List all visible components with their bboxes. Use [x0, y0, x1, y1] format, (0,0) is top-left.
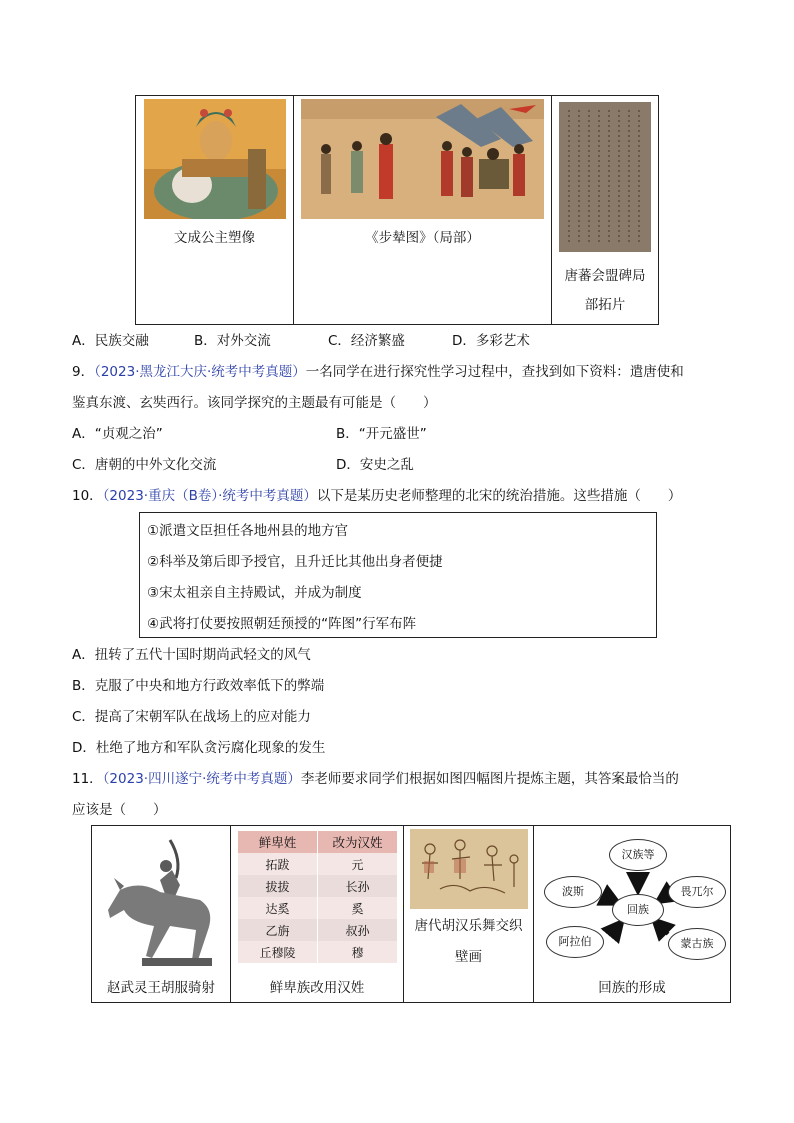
q11-caption-mural-2: 壁画	[455, 949, 482, 965]
q10-number: 10．	[72, 488, 103, 504]
bunian-painting-image	[301, 99, 544, 219]
surname-cell: 乙旃	[238, 919, 318, 941]
q11-cell-rider	[92, 826, 231, 1002]
table-row	[238, 853, 397, 875]
princess-statue-image	[144, 99, 286, 219]
hui-node-hanzu: 汉族等	[609, 839, 667, 871]
surname-cell: 拓跋	[238, 853, 318, 875]
q8-caption-bunian: 《步辇图》（局部）	[365, 230, 480, 246]
q11-image-table	[91, 825, 731, 1003]
q10-measures-box	[139, 512, 657, 638]
q9-stem-line-2: 鉴真东渡、玄奘西行。该同学探究的主题最有可能是（ ）	[72, 395, 437, 411]
surname-cell: 奚	[318, 897, 398, 919]
q11-number: 11．	[72, 771, 103, 787]
q9-option-d[interactable]: D．安史之乱	[336, 457, 414, 473]
table-row	[238, 875, 397, 897]
q8-option-d[interactable]: D．多彩艺术	[452, 333, 530, 349]
surname-table-header	[238, 831, 397, 853]
q11-caption-rider: 赵武灵王胡服骑射	[107, 980, 215, 996]
q11-stem-line-1	[72, 769, 679, 789]
surname-cell: 长孙	[318, 875, 398, 897]
q11-caption-hui: 回族的形成	[598, 980, 666, 996]
q11-source: （2023·四川遂宁·统考中考真题）	[102, 771, 301, 787]
q10-option-c[interactable]: C．提高了宋朝军队在战场上的应对能力	[72, 709, 311, 725]
q8-option-a[interactable]: A．民族交融	[72, 333, 149, 349]
hui-node-menggu: 蒙古族	[668, 928, 726, 960]
surname-table	[238, 831, 397, 963]
hui-node-alabo: 阿拉伯	[546, 926, 604, 958]
q8-cell-stele	[552, 96, 658, 324]
q10-measure-2: ②科举及第后即予授官，且升迁比其他出身者便捷	[147, 554, 443, 570]
surname-cell: 达奚	[238, 897, 318, 919]
q10-source: （2023·重庆（B卷）·统考中考真题）	[102, 488, 317, 504]
q11-caption-mural-1: 唐代胡汉乐舞交织	[414, 918, 523, 934]
rider-statue-image	[100, 830, 224, 970]
q10-option-b[interactable]: B．克服了中央和地方行政效率低下的弊端	[72, 678, 325, 694]
mural-image	[410, 829, 528, 909]
surname-cell: 丘穆陵	[238, 941, 318, 963]
table-row	[238, 941, 397, 963]
q9-number: 9．	[72, 364, 95, 380]
q11-cell-hui	[534, 826, 730, 1002]
q9-stem-line-1	[72, 362, 684, 382]
hui-node-weiwuer: 畏兀尔	[668, 876, 726, 908]
q11-stem-line-2: 应该是（ ）	[72, 802, 167, 818]
q11-stem-1: 李老师要求同学们根据如图四幅图片提炼主题，其答案最恰当的	[300, 771, 679, 787]
q9-option-c[interactable]: C．唐朝的中外文化交流	[72, 457, 217, 473]
q11-caption-surname: 鲜卑族改用汉姓	[269, 980, 365, 996]
surname-header-han: 改为汉姓	[318, 831, 398, 853]
hui-node-center: 回族	[612, 894, 664, 926]
q11-cell-surname	[231, 826, 404, 1002]
surname-cell: 拔拔	[238, 875, 318, 897]
surname-header-xianbei: 鲜卑姓	[238, 831, 318, 853]
q8-cell-princess	[136, 96, 294, 324]
stele-rubbing-image	[559, 102, 651, 252]
q9-stem-1: 一名同学在进行探究性学习过程中，查找到如下资料：遣唐使和	[305, 364, 684, 380]
surname-cell: 元	[318, 853, 398, 875]
q8-cell-bunian	[294, 96, 552, 324]
q8-option-c[interactable]: C．经济繁盛	[328, 333, 405, 349]
table-row	[238, 919, 397, 941]
q11-cell-mural	[404, 826, 534, 1002]
q10-option-d[interactable]: D．杜绝了地方和军队贪污腐化现象的发生	[72, 740, 326, 756]
q9-source: （2023·黑龙江大庆·统考中考真题）	[94, 364, 306, 380]
q10-option-a[interactable]: A．扭转了五代十国时期尚武轻文的风气	[72, 647, 311, 663]
q10-stem: 以下是某历史老师整理的北宋的统治措施。这些措施（ ）	[316, 488, 682, 504]
surname-cell: 叔孙	[318, 919, 398, 941]
q10-measure-3: ③宋太祖亲自主持殿试，并成为制度	[147, 585, 362, 601]
hui-node-bosi: 波斯	[544, 876, 602, 908]
q10-measure-1: ①派遣文臣担任各地州县的地方官	[147, 523, 349, 539]
q8-image-table	[135, 95, 659, 325]
table-row	[238, 897, 397, 919]
surname-cell: 穆	[318, 941, 398, 963]
q8-caption-princess: 文成公主塑像	[174, 230, 255, 246]
q9-option-b[interactable]: B．“开元盛世”	[336, 426, 427, 442]
q8-caption-stele: 唐蕃会盟碑局部拓片	[564, 268, 646, 313]
q10-stem-line	[72, 486, 681, 506]
q9-option-a[interactable]: A．“贞观之治”	[72, 426, 163, 442]
q10-measure-4: ④武将打仗要按照朝廷预授的“阵图”行军布阵	[147, 616, 417, 632]
q8-options	[72, 331, 530, 351]
q8-option-b[interactable]: B．对外交流	[194, 333, 271, 349]
